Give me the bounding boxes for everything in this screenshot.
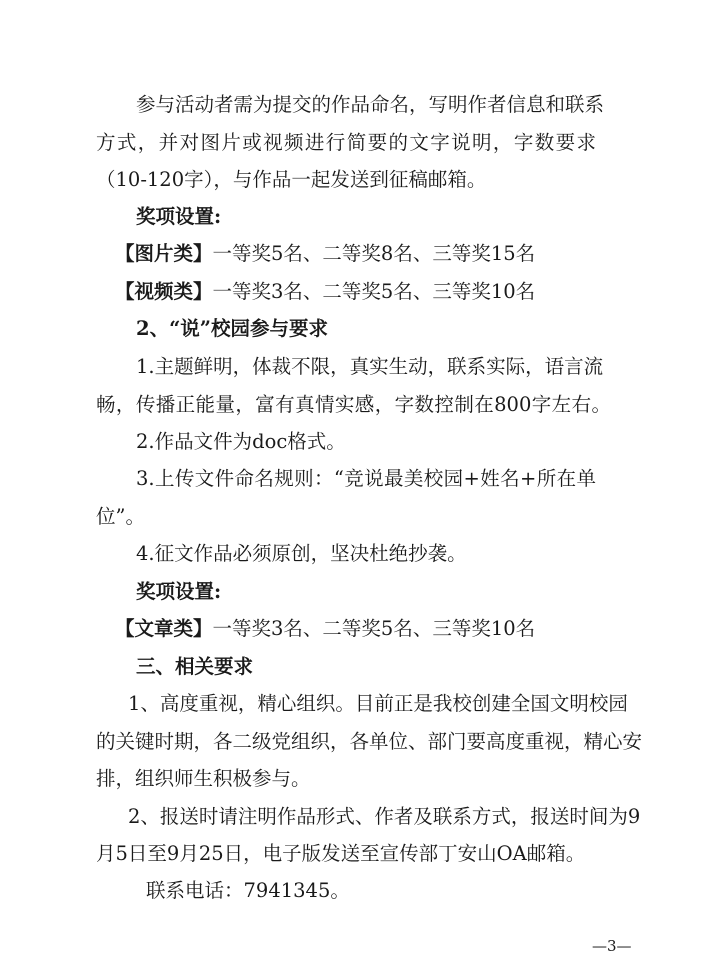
- video-awards-text: 一等奖3名、二等奖5名、三等奖10名: [212, 280, 536, 303]
- picture-category-label: 【图片类】: [115, 242, 213, 265]
- document-page: 参与活动者需为提交的作品命名，写明作者信息和联系 方式，并对图片或视频进行简要的文字说明，字数要求 （10-120字），与作品一起发送到征稿邮箱。 奖项设置: 【图片类】一等奖5名、二等奖8名、三等奖15名 【视频类】一等奖3名、二等奖5名、三等奖10名 2、“说”校园参与要求 1.主题鲜明，体裁不限，真实生动，联系实际，语言流 畅，传播正能量，富有真情实感，字数控制在800字左右。 2.作品文件为doc格式。 3.上传文件命名规则：“竞说最美校园+姓名+所在单 位”。 4.征文作品必须原创，坚决杜绝抄袭。 奖项设置: 【文章类】一等奖3名、二等奖5名、三等奖10名 三、相关要求 1、高度重视，精心组织。目前正是我校创建全国文明校园 的关键时期，各二级党组织，各单位、部门要高度重视，精心安 排，组织师生积极参与。 2、报送时请注明作品形式、作者及联系方式，报送时间为9 月5日至9月25日，电子版发送至宣传部丁安山OA邮箱。 联系电话：7941345。 —3—: [0, 0, 715, 961]
- picture-awards-text: 一等奖5名、二等奖8名、三等奖15名: [212, 242, 536, 265]
- video-category-label: 【视频类】: [115, 280, 213, 303]
- page-number: —3—: [592, 937, 632, 955]
- article-awards-text: 一等奖3名、二等奖5名、三等奖10名: [212, 617, 536, 640]
- article-category-label: 【文章类】: [115, 617, 213, 640]
